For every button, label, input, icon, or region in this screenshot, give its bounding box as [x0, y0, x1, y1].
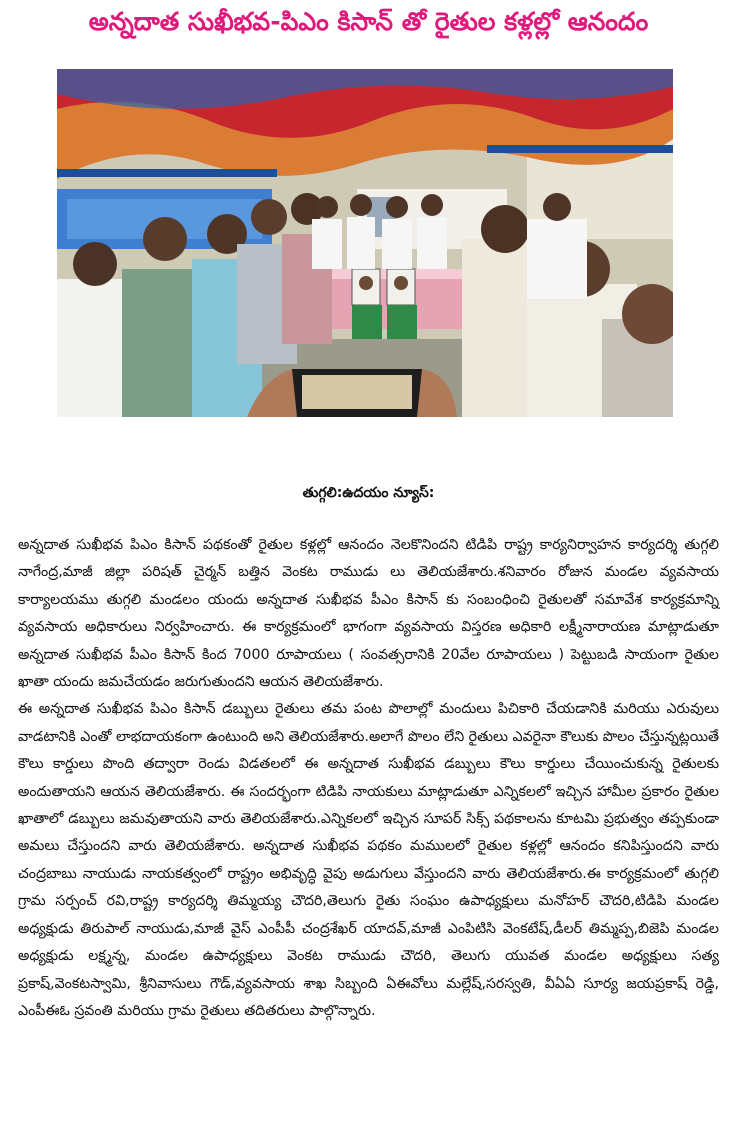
dateline: తుగ్గలి:ఉదయం న్యూస్: — [302, 485, 435, 501]
article-paragraph: అన్నదాత సుఖీభవ పిఎం కిసాన్ పథకంతో రైతుల కళ్లల్లో ఆనందం నెలకొనిందని టిడిపి రాష్ట్ర కార్యనిర్వాహన కార్యదర్శి తుగ్గలి నాగేంద్ర,మాజీ జిల్లా పరిషత్ చైర్మన్ బత్తిన వెంకట రాముడు లు తెలియజేశారు.శనివారం రోజున మండల వ్యవసాయ కార్యాలయము తుగ్గలి మండలం యందు అన్నదాత సుఖీభవ పీఎం కిసాన్ కు సంబంధించి రైతులతో సమావేశ కార్యక్రమాన్ని వ్యవసాయ అధికారులు నిర్వహించారు. ఈ కార్యక్రమంలో భాగంగా వ్యవసాయ విస్తరణ అధికారి లక్ష్మీనారాయణ మాట్లాడుతూ అన్నదాత సుఖీభవ పీఎం కిసాన్ కింద 7000 రూపాయలు ( సంవత్సరానికి 20వేల రూపాయలు ) పెట్టుబడి సాయంగా రైతుల ఖాతా యందు జమచేయడం జరుగుతుందని ఆయన తెలియజేశారు. — [18, 537, 719, 691]
headline: అన్నదాత సుఖీభవ-పిఎం కిసాన్ తో రైతుల కళ్లల్లో ఆనందం — [88, 7, 649, 36]
photo-icon — [57, 69, 673, 417]
article-paragraph: ఈ అన్నదాత సుఖీభవ పిఎం కిసాన్ డబ్బులు రైతులు తమ పంట పొలాల్లో మందులు పిచికారి చేయడానికి మరియు ఎరువులు వాడటానికి ఎంతో లాభదాయకంగా ఉంటుంది అని తెలియజేశారు.అలాగే పొలం లేని రైతులు ఎవరైనా కౌలుకు పొలం చేస్తున్నట్లయితే కౌలు కార్డులు పొంది తద్వారా రెండు విడతలలో ఈ అన్నదాత సుఖీభవ డబ్బులు కౌలు కార్డులు చేయించుకున్న రైతులకు అందుతాయని ఆయన తెలియజేశారు. ఈ సందర్భంగా టిడిపి నాయకులు మాట్లాడుతూ ఎన్నికలలో ఇచ్చిన హామీల ప్రకారం రైతుల ఖాతాలో డబ్బులు జమవుతాయని వారు తెలియజేశారు.ఎన్నికలలో ఇచ్చిన సూపర్ సిక్స్ పథకాలను కూటమి ప్రభుత్వం తప్పకుండా అమలు చేస్తుందని వారు తెలియజేశారు. అన్నదాత సుఖీభవ పథకం మములలో రైతుల కళ్లల్లో ఆనందం కనిపిస్తుందని వారు చంద్రబాబు నాయుడు నాయకత్వంలో రాష్ట్రం అభివృద్ధి వైపు అడుగులు వేస్తుందని వారు తెలియజేశారు.ఈ కార్యక్రమంలో తుగ్గలి గ్రామ సర్పంచ్ రవి,రాష్ట్ర కార్యదర్శి తిమ్మయ్య చౌదరి,తెలుగు రైతు సంఘం ఉపాధ్యక్షులు మనోహర్ చౌదరి,టిడిపి మండల అధ్యక్షుడు తిరుపాల్ నాయుడు,మాజీ వైస్ ఎంపీపీ చంద్రశేఖర్ యాదవ్,మాజీ ఎంపిటిసి వెంకటేష్,డీలర్ తిమ్మప్ప,బిజెపి మండల అధ్యక్షుడు లక్ష్మన్న, మండల ఉపాధ్యక్షులు వెంకట రాముడు చౌదరి, తెలుగు యువత మండల అధ్యక్షులు సత్య ప్రకాష్,వెంకటస్వామి, శ్రీనివాసులు గౌడ్,వ్యవసాయ శాఖ సిబ్బంది ఏఈవోలు మల్లేష్,సరస్వతి, వీఏఏ సూర్య జయప్రకాష్ రెడ్డి, ఎంపీఈఓ స్రవంతి మరియు గ్రామ రైతులు తదితరులు పాల్గొన్నారు. — [18, 701, 719, 1019]
article-body — [18, 532, 719, 1025]
news-photo — [57, 69, 673, 417]
